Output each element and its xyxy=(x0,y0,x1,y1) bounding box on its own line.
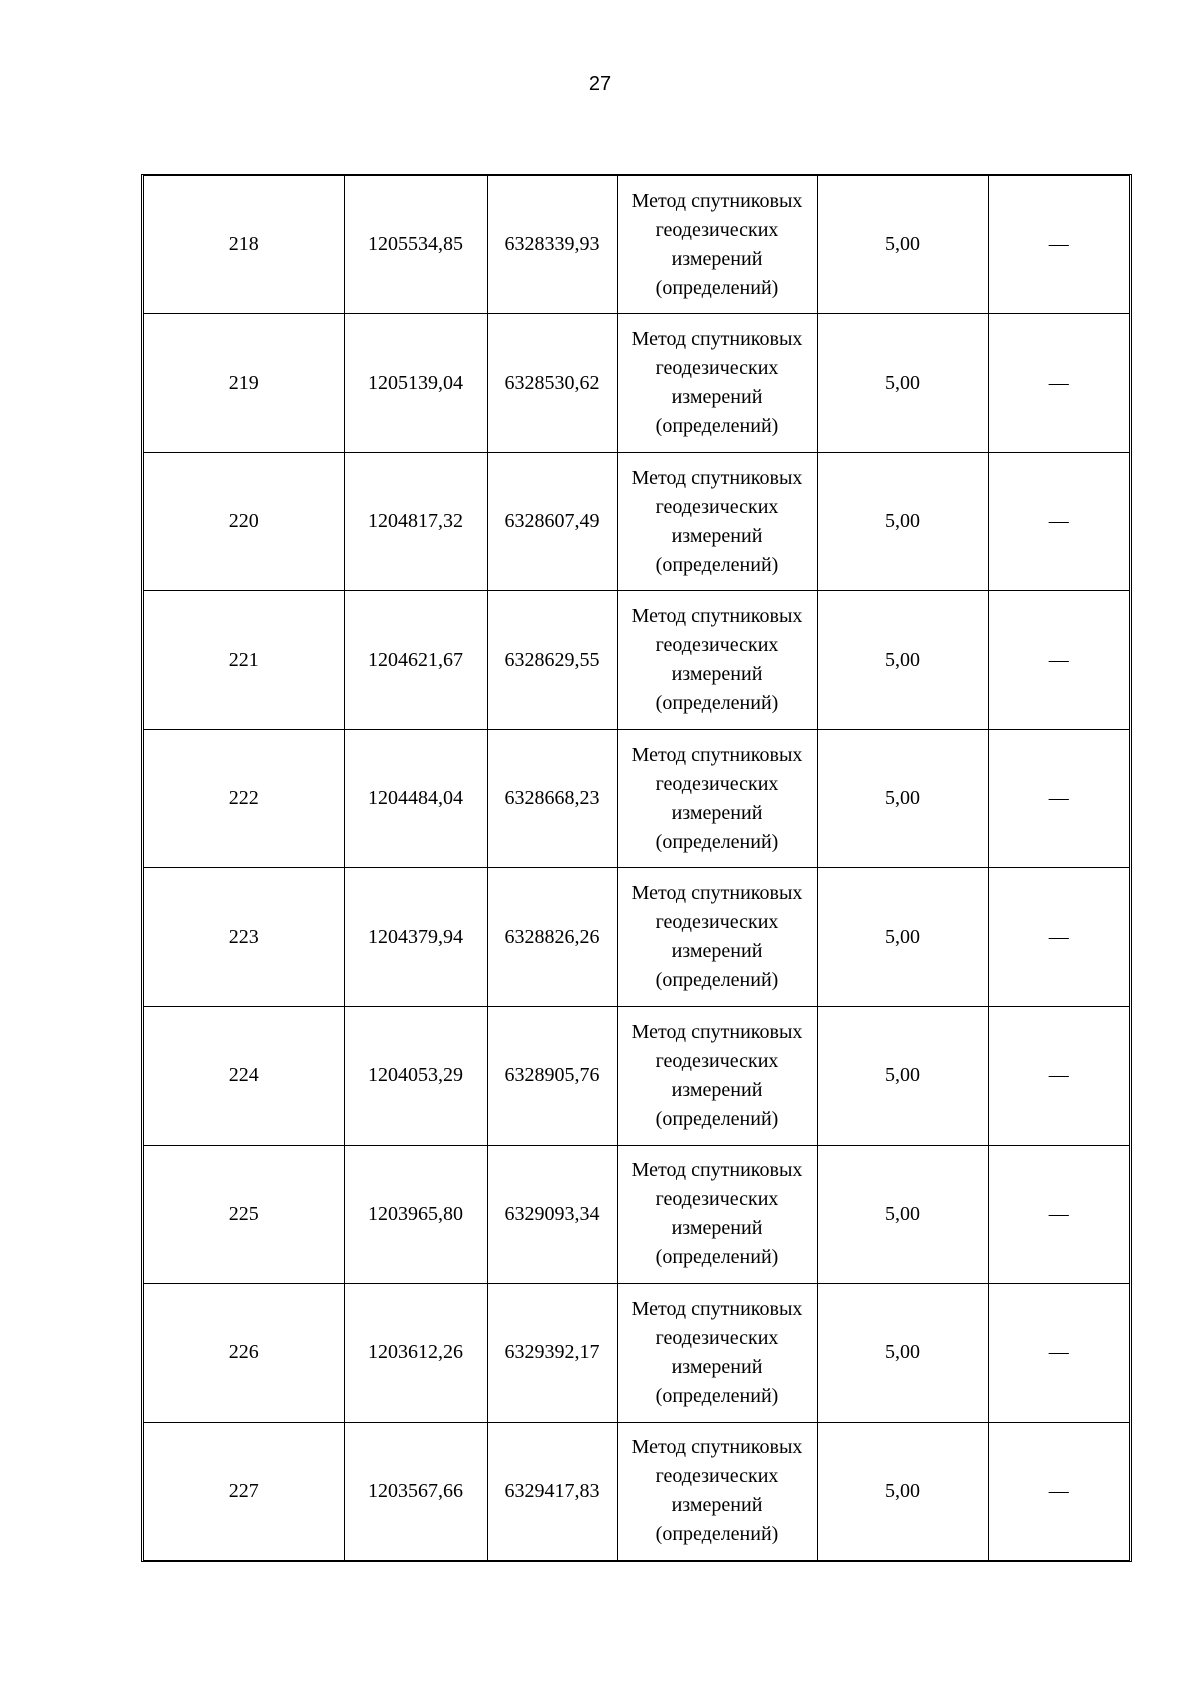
note-cell: — xyxy=(988,1422,1129,1560)
accuracy-cell: 5,00 xyxy=(817,176,988,314)
method-text-line: геодезических xyxy=(655,1465,779,1488)
method-text-line: измерений xyxy=(671,386,763,409)
x-coordinate-cell: 1204621,67 xyxy=(344,591,487,730)
method-text-line: (определений) xyxy=(655,1523,779,1546)
accuracy-cell: 5,00 xyxy=(817,1145,988,1284)
y-coordinate-cell: 6328668,23 xyxy=(487,729,617,868)
note-cell: — xyxy=(988,1284,1129,1423)
x-coordinate-cell: 1203567,66 xyxy=(344,1422,487,1560)
method-text-line: измерений xyxy=(671,524,763,547)
y-coordinate-cell: 6328629,55 xyxy=(487,591,617,730)
table-row xyxy=(144,1007,1129,1146)
method-cell xyxy=(617,176,817,314)
x-coordinate-cell: 1204817,32 xyxy=(344,452,487,591)
method-text-line: Метод спутниковых xyxy=(631,1159,803,1182)
accuracy-cell: 5,00 xyxy=(817,1284,988,1423)
method-text-line: геодезических xyxy=(655,1326,779,1349)
point-number-cell: 227 xyxy=(144,1422,344,1560)
y-coordinate-cell: 6328607,49 xyxy=(487,452,617,591)
y-coordinate-cell: 6328826,26 xyxy=(487,868,617,1007)
accuracy-cell: 5,00 xyxy=(817,314,988,453)
y-coordinate-cell: 6329417,83 xyxy=(487,1422,617,1560)
note-cell: — xyxy=(988,729,1129,868)
method-cell xyxy=(617,729,817,868)
table-row xyxy=(144,1145,1129,1284)
method-cell xyxy=(617,591,817,730)
coordinates-table-grid xyxy=(144,176,1129,1560)
point-number-cell: 220 xyxy=(144,452,344,591)
method-text-line: геодезических xyxy=(655,634,779,657)
method-text-line: Метод спутниковых xyxy=(631,743,803,766)
note-cell: — xyxy=(988,591,1129,730)
x-coordinate-cell: 1203612,26 xyxy=(344,1284,487,1423)
y-coordinate-cell: 6329093,34 xyxy=(487,1145,617,1284)
table-row xyxy=(144,868,1129,1007)
method-text-line: измерений xyxy=(671,1217,763,1240)
point-number-cell: 224 xyxy=(144,1007,344,1146)
method-text-line: геодезических xyxy=(655,911,779,934)
method-text-line: Метод спутниковых xyxy=(631,328,803,351)
method-text-line: (определений) xyxy=(655,1107,779,1130)
note-cell: — xyxy=(988,1145,1129,1284)
x-coordinate-cell: 1204053,29 xyxy=(344,1007,487,1146)
method-text-line: (определений) xyxy=(655,1246,779,1269)
method-text-line: (определений) xyxy=(655,553,779,576)
accuracy-cell: 5,00 xyxy=(817,1422,988,1560)
y-coordinate-cell: 6328905,76 xyxy=(487,1007,617,1146)
table-row xyxy=(144,314,1129,453)
method-text-line: Метод спутниковых xyxy=(631,882,803,905)
method-cell xyxy=(617,1422,817,1560)
table-row xyxy=(144,591,1129,730)
method-text-line: (определений) xyxy=(655,415,779,438)
method-text-line: Метод спутниковых xyxy=(631,1436,803,1459)
method-text-line: геодезических xyxy=(655,495,779,518)
method-text-line: (определений) xyxy=(655,830,779,853)
note-cell: — xyxy=(988,1007,1129,1146)
note-cell: — xyxy=(988,176,1129,314)
table-row xyxy=(144,1422,1129,1560)
table-row xyxy=(144,729,1129,868)
method-text-line: измерений xyxy=(671,1078,763,1101)
method-text-line: геодезических xyxy=(655,357,779,380)
method-text-line: (определений) xyxy=(655,969,779,992)
y-coordinate-cell: 6328339,93 xyxy=(487,176,617,314)
accuracy-cell: 5,00 xyxy=(817,591,988,730)
point-number-cell: 219 xyxy=(144,314,344,453)
y-coordinate-cell: 6329392,17 xyxy=(487,1284,617,1423)
x-coordinate-cell: 1205534,85 xyxy=(344,176,487,314)
method-text-line: Метод спутниковых xyxy=(631,1297,803,1320)
method-cell xyxy=(617,868,817,1007)
accuracy-cell: 5,00 xyxy=(817,452,988,591)
method-text-line: (определений) xyxy=(655,692,779,715)
point-number-cell: 221 xyxy=(144,591,344,730)
table-body xyxy=(144,176,1129,1560)
accuracy-cell: 5,00 xyxy=(817,1007,988,1146)
method-text-line: геодезических xyxy=(655,772,779,795)
point-number-cell: 218 xyxy=(144,176,344,314)
table-row xyxy=(144,452,1129,591)
note-cell: — xyxy=(988,314,1129,453)
method-text-line: Метод спутниковых xyxy=(631,605,803,628)
note-cell: — xyxy=(988,452,1129,591)
method-text-line: измерений xyxy=(671,1494,763,1517)
point-number-cell: 223 xyxy=(144,868,344,1007)
method-cell xyxy=(617,1145,817,1284)
coordinates-table xyxy=(141,174,1132,1562)
method-text-line: измерений xyxy=(671,940,763,963)
x-coordinate-cell: 1205139,04 xyxy=(344,314,487,453)
method-text-line: (определений) xyxy=(655,1384,779,1407)
accuracy-cell: 5,00 xyxy=(817,729,988,868)
method-text-line: измерений xyxy=(671,663,763,686)
method-text-line: измерений xyxy=(671,801,763,824)
x-coordinate-cell: 1204379,94 xyxy=(344,868,487,1007)
method-text-line: геодезических xyxy=(655,218,779,241)
method-text-line: геодезических xyxy=(655,1049,779,1072)
page-number: 27 xyxy=(588,73,612,95)
method-text-line: Метод спутниковых xyxy=(631,189,803,212)
x-coordinate-cell: 1203965,80 xyxy=(344,1145,487,1284)
point-number-cell: 226 xyxy=(144,1284,344,1423)
method-cell xyxy=(617,1007,817,1146)
accuracy-cell: 5,00 xyxy=(817,868,988,1007)
method-text-line: измерений xyxy=(671,247,763,270)
point-number-cell: 225 xyxy=(144,1145,344,1284)
y-coordinate-cell: 6328530,62 xyxy=(487,314,617,453)
method-text-line: (определений) xyxy=(655,276,779,299)
method-cell xyxy=(617,314,817,453)
x-coordinate-cell: 1204484,04 xyxy=(344,729,487,868)
method-cell xyxy=(617,452,817,591)
method-text-line: измерений xyxy=(671,1355,763,1378)
method-text-line: геодезических xyxy=(655,1188,779,1211)
point-number-cell: 222 xyxy=(144,729,344,868)
method-text-line: Метод спутниковых xyxy=(631,466,803,489)
table-row xyxy=(144,176,1129,314)
table-row xyxy=(144,1284,1129,1423)
method-text-line: Метод спутниковых xyxy=(631,1020,803,1043)
note-cell: — xyxy=(988,868,1129,1007)
method-cell xyxy=(617,1284,817,1423)
